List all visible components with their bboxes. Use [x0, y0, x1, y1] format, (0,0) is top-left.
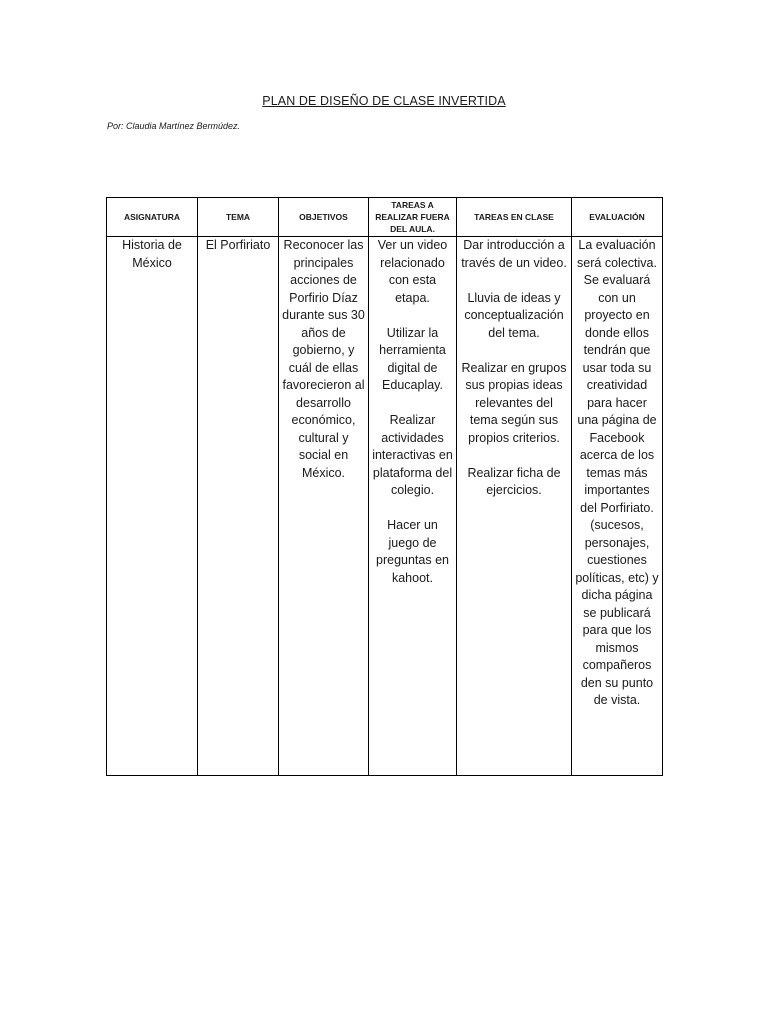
table-header-row: [107, 198, 663, 237]
cell-evaluacion-text: La evaluación será colectiva. Se evaluará con un proyecto en donde ellos tendrán que usar toda su creatividad para hacer una página de Facebook acerca de los temas más importantes del Porfiriato. (sucesos, personajes, cuestiones políticas, etc) y dicha página se publicará para que los mismos compañeros den su punto de vista.: [575, 238, 659, 707]
header-tema: TEMA: [198, 198, 279, 237]
cell-tareas-fuera-text: Ver un video relacionado con esta etapa. Utilizar la herramienta digital de Educaplay. Realizar actividades interactivas en plataforma del colegio. Hacer un juego de preguntas en kahoot.: [372, 238, 453, 585]
cell-evaluacion: [572, 237, 663, 776]
header-evaluacion: EVALUACIÓN: [572, 198, 663, 237]
header-objetivos: OBJETIVOS: [279, 198, 369, 237]
cell-objetivos-text: Reconocer las principales acciones de Porfirio Díaz durante sus 30 años de gobierno, y cuál de ellas favorecieron al desarrollo económico, cultural y social en México.: [282, 238, 365, 480]
cell-tema: [198, 237, 279, 776]
cell-tareas-fuera: [369, 237, 457, 776]
cell-asignatura: [107, 237, 198, 776]
lesson-plan-table: [106, 197, 663, 776]
header-tareas-clase: TAREAS EN CLASE: [457, 198, 572, 237]
header-tareas-fuera: TAREAS A REALIZAR FUERA DEL AULA.: [369, 198, 457, 237]
cell-tareas-clase: [457, 237, 572, 776]
cell-asignatura-text: Historia de México: [122, 238, 182, 270]
document-author: Por: Claudia Martínez Bermúdez.: [107, 121, 241, 131]
table-row: [107, 237, 663, 776]
cell-objetivos: [279, 237, 369, 776]
cell-tema-text: El Porfiriato: [205, 238, 271, 252]
document-title: PLAN DE DISEÑO DE CLASE INVERTIDA: [262, 94, 506, 108]
header-asignatura: ASIGNATURA: [107, 198, 198, 237]
cell-tareas-clase-text: Dar introducción a través de un video. Lluvia de ideas y conceptualización del tema. Realizar en grupos sus propias ideas relevantes del tema según sus propios criterios. Realizar ficha de ejercicios.: [461, 238, 567, 497]
